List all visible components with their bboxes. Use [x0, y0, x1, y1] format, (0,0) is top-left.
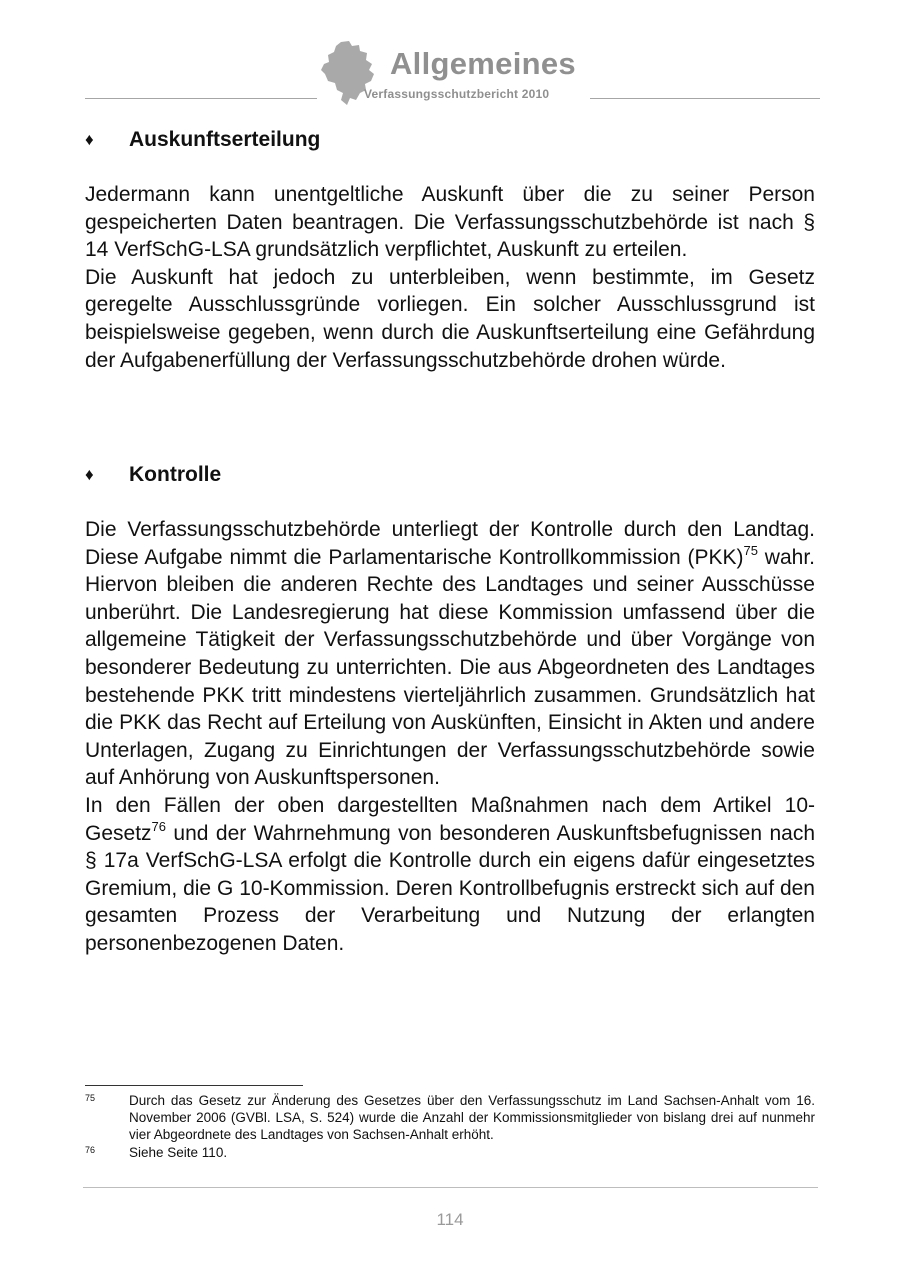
- footnote-number: 76: [85, 1145, 96, 1155]
- paragraph-text: Die Verfassungsschutzbehörde unterliegt der Kontrolle durch den Landtag. Diese Aufgabe nimmt die Parlamentarische Kontrollkommission (PKK): [85, 518, 815, 569]
- header-subtitle: Verfassungsschutzbericht 2010: [364, 87, 550, 101]
- footnote-76: [85, 1144, 815, 1161]
- section-auskunftserteilung-body: [85, 181, 815, 374]
- footnote-text: Durch das Gesetz zur Änderung des Gesetzes über den Verfassungsschutz im Land Sachsen-Anhalt vom 16. November 2006 (GVBl. LSA, S. 524) wurde die Anzahl der Kommissionsmitglieder von bislang drei auf nunmehr vier Abgeordnete des Landtages von Sachsen-Anhalt erhöht.: [129, 1093, 815, 1142]
- footnote-ref-75[interactable]: 75: [743, 542, 758, 558]
- header-rule-right: [590, 98, 820, 99]
- header-rule-left: [85, 98, 317, 99]
- footnote-text: Siehe Seite 110.: [129, 1145, 228, 1160]
- section-kontrolle: [85, 461, 815, 489]
- footnote-number: 75: [85, 1093, 96, 1103]
- header-title: Allgemeines: [390, 46, 576, 81]
- diamond-bullet-icon: ♦: [85, 465, 94, 484]
- paragraph: [85, 792, 815, 958]
- footnote-ref-76[interactable]: 76: [151, 818, 166, 834]
- paragraph-text: und der Wahrnehmung von besonderen Auskunftsbefugnissen nach § 17a VerfSchG-LSA erfolgt die Kontrolle durch ein eigens dafür eingesetztes Gremium, die G 10-Kommission. Deren Kontrollbefugnis erstreckt sich auf den gesamten Prozess der Verarbeitung und Nutzung der erlangten personenbezogenen Daten.: [85, 821, 815, 955]
- section-kontrolle-body: [85, 516, 815, 958]
- section-heading: [85, 126, 815, 154]
- diamond-bullet-icon: ♦: [85, 130, 94, 149]
- footnotes: [85, 1092, 815, 1162]
- section-auskunftserteilung: [85, 126, 815, 154]
- footnote-separator: [85, 1085, 303, 1086]
- paragraph-text: In den Fällen der oben dargestellten Maßnahmen nach dem Artikel 10-Gesetz: [85, 793, 815, 845]
- page-header: [85, 38, 820, 108]
- footer-rule: [83, 1187, 818, 1188]
- section-title: Kontrolle: [129, 463, 222, 486]
- paragraph: Die Auskunft hat jedoch zu unterbleiben, wenn bestimmte, im Gesetz geregelte Ausschlussgründe vorliegen. Ein solcher Ausschlussgrund ist beispielsweise gegeben, wenn durch die Auskunftserteilung eine Gefährdung der Aufgabenerfüllung der Verfassungsschutzbehörde drohen würde.: [85, 265, 815, 372]
- paragraph: [85, 516, 815, 792]
- page-number: 114: [436, 1210, 464, 1229]
- section-title: Auskunftserteilung: [129, 128, 321, 151]
- footnote-75: [85, 1092, 815, 1143]
- paragraph: Jedermann kann unentgeltliche Auskunft über die zu seiner Person gespeicherten Daten beantragen. Die Verfassungsschutzbehörde ist nach § 14 VerfSchG-LSA grundsätzlich verpflichtet, Auskunft zu erteilen.: [85, 183, 815, 262]
- section-heading: [85, 461, 815, 489]
- paragraph-text: wahr. Hiervon bleiben die anderen Rechte des Landtages und seiner Ausschüsse unberührt. Die Landesregierung hat diese Kommission umfassend über die allgemeine Tätigkeit der Verfassungsschutzbehörde und über Vorgänge von besonderer Bedeutung zu unterrichten. Die aus Abgeordneten des Landtages bestehende PKK tritt mindestens vierteljährlich zusammen. Grundsätzlich hat die PKK das Recht auf Erteilung von Auskünften, Einsicht in Akten und andere Unterlagen, Zugang zu Einrichtungen der Verfassungsschutzbehörde sowie auf Anhörung von Auskunftspersonen.: [85, 545, 816, 790]
